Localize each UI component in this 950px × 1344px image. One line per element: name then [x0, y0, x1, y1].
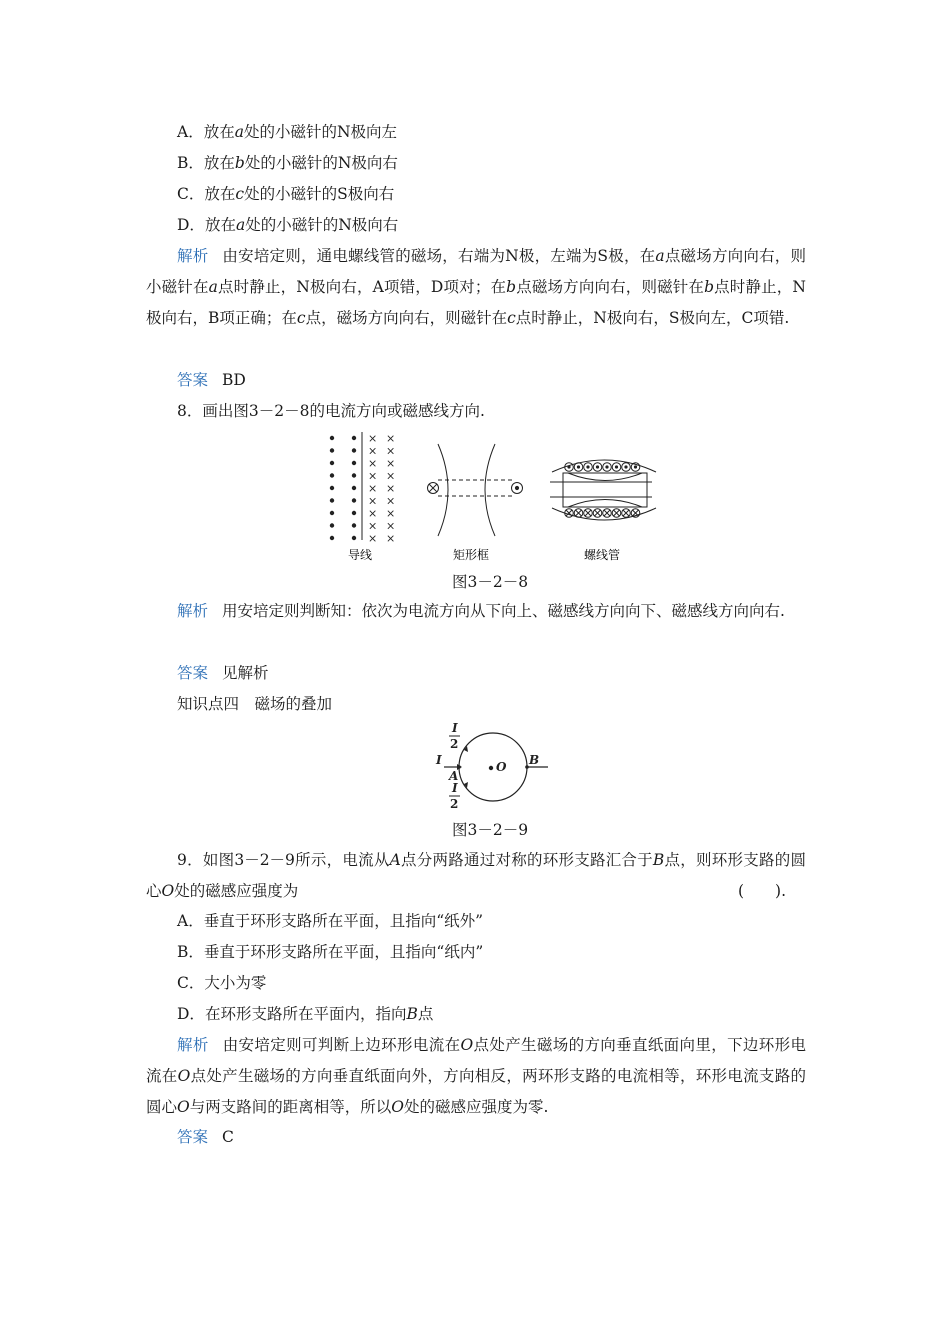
field-dot	[330, 449, 333, 452]
fig-label-solenoid: 螺线管	[584, 548, 621, 562]
field-dot	[352, 499, 355, 502]
coil-cross	[614, 510, 620, 516]
q7-option-b: B．放在b处的小磁针的N极向右	[177, 154, 398, 172]
field-dot	[330, 536, 333, 539]
q7-answer: 答案 BD	[177, 371, 246, 389]
field-dot	[330, 499, 333, 502]
field-cross: ×	[386, 532, 396, 545]
coil-dot	[568, 466, 570, 468]
q9-option-c: C．大小为零	[177, 974, 267, 992]
q9-option-a: A．垂直于环形支路所在平面，且指向“纸外”	[177, 912, 484, 930]
q8-question: 8．画出图3－2－8的电流方向或磁感线方向.	[177, 402, 485, 420]
field-dot	[330, 461, 333, 464]
analysis-label: 解析	[177, 602, 209, 620]
q7-option-d: D．放在a处的小磁针的N极向右	[177, 216, 399, 234]
field-cross: ×	[368, 444, 378, 458]
answer-label: 答案	[177, 1128, 209, 1146]
field-cross: ×	[386, 519, 396, 533]
fig9-point-A: A	[449, 769, 459, 783]
fig-label-wire: 导线	[348, 548, 373, 562]
q9-option-d: D．在环形支路所在平面内，指向B点	[177, 1005, 434, 1023]
field-dot	[352, 449, 355, 452]
figure-caption-3-2-8: 图3－2－8	[452, 573, 529, 591]
fig-label-rect: 矩形框	[453, 548, 490, 562]
coil-dot	[625, 466, 627, 468]
fig9-current-I: I	[436, 753, 442, 767]
coil-cross	[604, 510, 610, 516]
field-dot	[330, 524, 333, 527]
analysis-label: 解析	[177, 247, 209, 265]
field-cross: ×	[368, 532, 378, 545]
coil-dot	[606, 466, 608, 468]
coil-dot	[587, 466, 589, 468]
solenoid-figure	[550, 460, 656, 520]
q8-answer: 答案 见解析	[177, 664, 269, 682]
field-dot	[330, 436, 333, 439]
field-dot	[352, 474, 355, 477]
rect-frame-figure	[428, 444, 523, 536]
q7-option-a: A．放在a处的小磁针的N极向左	[177, 123, 398, 141]
field-dot	[352, 436, 355, 439]
q9-answer: 答案 C	[177, 1128, 234, 1146]
q9-answer-bracket: ( ).	[738, 882, 787, 900]
wire-figure	[330, 432, 395, 545]
field-dot	[352, 524, 355, 527]
field-dot	[352, 486, 355, 489]
q9-option-b: B．垂直于环形支路所在平面，且指向“纸内”	[177, 943, 484, 961]
field-dot	[330, 486, 333, 489]
coil-dot	[596, 466, 598, 468]
answer-label: 答案	[177, 664, 209, 682]
field-cross: ×	[386, 444, 396, 458]
field-cross: ×	[386, 457, 396, 470]
fig9-point-O: O	[496, 760, 507, 774]
fig9-frac-bottom-den: 2	[450, 797, 459, 811]
coil-cross	[633, 510, 639, 516]
field-cross: ×	[386, 432, 396, 445]
analysis-label: 解析	[177, 1036, 209, 1054]
coil-dot	[577, 466, 579, 468]
field-cross: ×	[368, 469, 378, 483]
coil-cross	[576, 510, 582, 516]
coil-cross	[585, 510, 591, 516]
section-title: 知识点四 磁场的叠加	[177, 695, 333, 713]
field-cross: ×	[368, 507, 378, 520]
q9-question: 9．如图3－2－9所示，电流从A点分两路通过对称的环形支路汇合于B点，则环形支路的圆心O处的磁感应强度为	[146, 851, 806, 900]
field-dot	[330, 474, 333, 477]
field-cross: ×	[386, 494, 396, 508]
figure-3-2-8	[320, 428, 660, 568]
figure-caption-3-2-9: 图3－2－9	[452, 821, 529, 839]
field-cross: ×	[386, 482, 396, 495]
q8-analysis: 解析 用安培定则判断知：依次为电流方向从下向上、磁感线方向向下、磁感线方向向右.	[177, 602, 785, 620]
field-cross: ×	[368, 432, 378, 445]
field-cross: ×	[368, 494, 378, 508]
field-dot	[352, 511, 355, 514]
field-dot	[352, 536, 355, 539]
fig9-frac-top-den: 2	[450, 737, 459, 751]
field-dot	[330, 511, 333, 514]
fig9-frac-top-num: I	[452, 722, 458, 735]
coil-cross	[566, 510, 572, 516]
field-cross: ×	[368, 519, 378, 533]
fig9-point-B: B	[529, 753, 540, 767]
figure-3-2-9	[428, 722, 558, 814]
answer-label: 答案	[177, 371, 209, 389]
field-cross: ×	[368, 457, 378, 470]
field-cross: ×	[386, 469, 396, 483]
coil-cross	[623, 510, 629, 516]
coil-dot	[634, 466, 636, 468]
field-cross: ×	[386, 507, 396, 520]
coil-cross	[595, 510, 601, 516]
field-dot	[352, 461, 355, 464]
fig9-frac-bottom-num: I	[452, 781, 458, 795]
q9-analysis: 解析 由安培定则可判断上边环形电流在O点处产生磁场的方向垂直纸面向里，下边环形电流在O点处产生磁场的方向垂直纸面向外，方向相反，两环形支路的电流相等，环形电流支路的圆心O与两支路间的距离相等，所以O处的磁感应强度为零.	[146, 1036, 806, 1116]
q7-option-c: C．放在c处的小磁针的S极向右	[177, 185, 395, 203]
coil-dot	[615, 466, 617, 468]
q7-analysis: 解析 由安培定则，通电螺线管的磁场，右端为N极，左端为S极，在a点磁场方向向右，则小磁针在a点时静止，N极向右，A项错，D项对；在b点磁场方向向右，则磁针在b点时静止，N极向右，B项正确；在c点，磁场方向向右，则磁针在c点时静止，N极向右，S极向左，C项错.	[146, 247, 806, 327]
field-cross: ×	[368, 482, 378, 495]
